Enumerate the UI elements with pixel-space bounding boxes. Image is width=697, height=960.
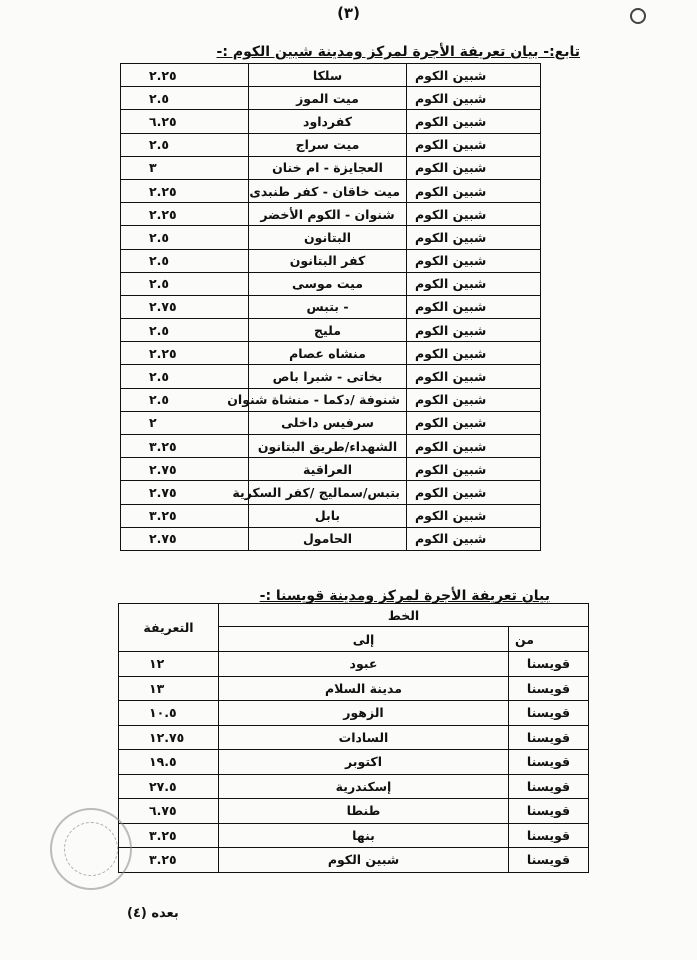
fare-cell: ٢.٧٥ [121,295,249,318]
hole-punch-mark [630,8,646,24]
from-cell: شبين الكوم [407,156,541,179]
to-cell: ميت خاقان - كفر طنبدى [249,179,407,202]
from-cell: قويسنا [509,676,589,701]
table-row [121,203,541,226]
table-row [121,87,541,110]
fare-cell: ١٢ [119,652,219,677]
to-cell: البتانون [249,226,407,249]
to-cell: شنوان - الكوم الأخضر [249,203,407,226]
fare-cell: ٢ [121,411,249,434]
from-cell: شبين الكوم [407,435,541,458]
fare-cell: ٢.٢٥ [121,64,249,87]
fare-cell: ١٣ [119,676,219,701]
table-row [121,272,541,295]
to-cell: - بتبس [249,295,407,318]
fare-cell: ٣.٢٥ [119,823,219,848]
table-row [121,295,541,318]
from-cell: قويسنا [509,725,589,750]
fare-cell: ٢.٢٥ [121,179,249,202]
table-row [121,527,541,550]
to-cell: بابل [249,504,407,527]
fare-cell: ٢.٥ [121,133,249,156]
table-row [119,725,589,750]
from-cell: شبين الكوم [407,411,541,434]
table-row [121,319,541,342]
to-cell: ميت موسى [249,272,407,295]
fare-cell: ٢.٥ [121,365,249,388]
official-seal [50,808,132,890]
to-cell: منشاه عصام [249,342,407,365]
from-cell: قويسنا [509,750,589,775]
header-fare: التعريفة [119,604,219,652]
fare-cell: ٣ [121,156,249,179]
fare-cell: ٦.٧٥ [119,799,219,824]
section-title-shebin: تابع:- بيان تعريفة الأجرة لمركز ومدينة شبين الكوم :- [216,44,580,60]
to-cell: شبين الكوم [219,848,509,873]
table-row [119,676,589,701]
from-cell: شبين الكوم [407,226,541,249]
fare-cell: ٢.٧٥ [121,458,249,481]
from-cell: شبين الكوم [407,179,541,202]
to-cell: إسكندرية [219,774,509,799]
from-cell: شبين الكوم [407,527,541,550]
section-title-quesna: بيان تعريفة الأجرة لمركز ومدينة قويسنا :- [259,588,550,604]
to-cell: عبود [219,652,509,677]
fare-cell: ٢.٥ [121,388,249,411]
from-cell: شبين الكوم [407,481,541,504]
to-cell: السادات [219,725,509,750]
fare-cell: ٣.٢٥ [121,504,249,527]
from-cell: قويسنا [509,799,589,824]
to-cell: ميت الموز [249,87,407,110]
to-cell: الشهداء/طريق البتانون [249,435,407,458]
fare-cell: ١٠.٥ [119,701,219,726]
table-row [121,133,541,156]
from-cell: شبين الكوم [407,504,541,527]
table-row [119,799,589,824]
from-cell: شبين الكوم [407,365,541,388]
from-cell: شبين الكوم [407,295,541,318]
fare-cell: ٢.٥ [121,319,249,342]
from-cell: شبين الكوم [407,272,541,295]
table-row [121,179,541,202]
from-cell: قويسنا [509,848,589,873]
from-cell: قويسنا [509,774,589,799]
table-row [121,156,541,179]
table-row [121,110,541,133]
to-cell: مليج [249,319,407,342]
header-line: الخط [219,604,589,627]
table-row [121,249,541,272]
table-row [119,848,589,873]
to-cell: العراقية [249,458,407,481]
table-row [119,750,589,775]
table-row [121,411,541,434]
table-row [121,504,541,527]
fare-cell: ٢.٧٥ [121,481,249,504]
to-cell: ميت سراج [249,133,407,156]
to-cell: شنوفة /دكما - منشاة شنوان [249,388,407,411]
continued-note: بعده (٤) [127,906,179,921]
from-cell: شبين الكوم [407,319,541,342]
fare-cell: ٢.٥ [121,272,249,295]
from-cell: شبين الكوم [407,458,541,481]
to-cell: الحامول [249,527,407,550]
fare-cell: ١٢.٧٥ [119,725,219,750]
fare-cell: ٢٧.٥ [119,774,219,799]
to-cell: سرفيس داخلى [249,411,407,434]
table-row [121,388,541,411]
fare-table-quesna [118,603,589,873]
from-cell: شبين الكوم [407,342,541,365]
fare-cell: ٢.٢٥ [121,203,249,226]
table-row [121,226,541,249]
table-row [119,774,589,799]
from-cell: شبين الكوم [407,388,541,411]
table-row [121,458,541,481]
header-from: من [509,627,589,652]
fare-table-shebin [120,63,541,551]
to-cell: اكتوبر [219,750,509,775]
to-cell: كفر البتانون [249,249,407,272]
fare-cell: ٢.٢٥ [121,342,249,365]
page-number: (٣) [337,4,360,22]
to-cell: طنطا [219,799,509,824]
from-cell: شبين الكوم [407,87,541,110]
from-cell: شبين الكوم [407,249,541,272]
table-row [119,823,589,848]
fare-cell: ٢.٥ [121,226,249,249]
fare-cell: ٦.٢٥ [121,110,249,133]
header-to: إلى [219,627,509,652]
to-cell: بخاتى - شبرا باص [249,365,407,388]
to-cell: الزهور [219,701,509,726]
table-row [121,481,541,504]
from-cell: شبين الكوم [407,203,541,226]
table-row [121,64,541,87]
fare-cell: ٢.٥ [121,249,249,272]
from-cell: قويسنا [509,652,589,677]
from-cell: قويسنا [509,701,589,726]
table-row [121,342,541,365]
fare-cell: ٣.٢٥ [121,435,249,458]
from-cell: شبين الكوم [407,133,541,156]
from-cell: شبين الكوم [407,110,541,133]
fare-cell: ٣.٢٥ [119,848,219,873]
to-cell: بتبس/سماليج /كفر السكرية [249,481,407,504]
table-row [121,435,541,458]
fare-cell: ٢.٧٥ [121,527,249,550]
table-row [119,701,589,726]
to-cell: مدينة السلام [219,676,509,701]
to-cell: سلكا [249,64,407,87]
from-cell: قويسنا [509,823,589,848]
from-cell: شبين الكوم [407,64,541,87]
fare-cell: ١٩.٥ [119,750,219,775]
to-cell: العجايزة - ام خنان [249,156,407,179]
table-row [119,652,589,677]
fare-cell: ٢.٥ [121,87,249,110]
table-row [121,365,541,388]
to-cell: بنها [219,823,509,848]
to-cell: كفرداود [249,110,407,133]
